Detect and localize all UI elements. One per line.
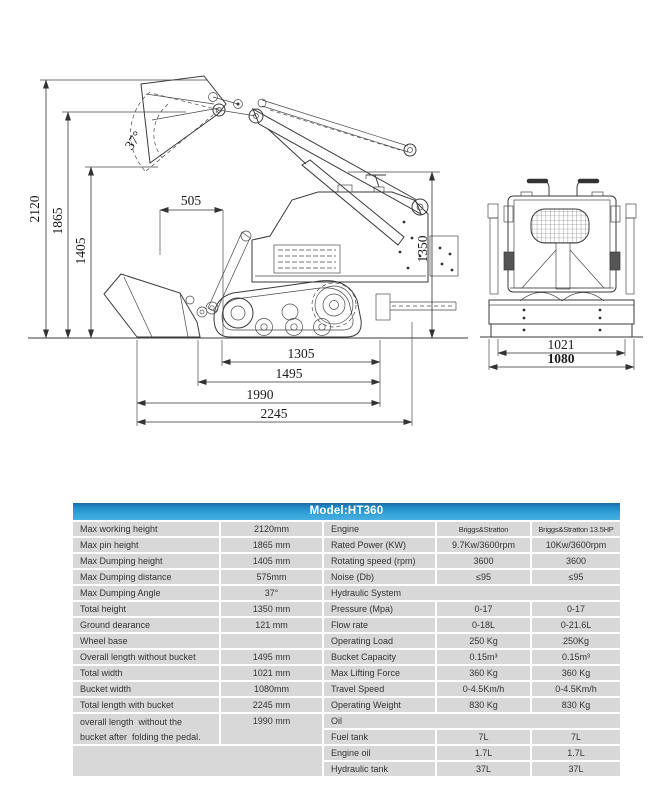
spec-value: Briggs&Stratton 13.5HP <box>532 522 620 536</box>
dim-1305-label: 1305 <box>287 346 315 361</box>
spec-value: 1495 mm <box>221 650 322 664</box>
spec-label: Wheel base <box>73 634 219 648</box>
spec-value: 37L <box>437 762 530 776</box>
rear-hitch <box>430 236 458 276</box>
spec-label: Total height <box>73 602 219 616</box>
spec-label: Rotating speed (rpm) <box>324 554 435 568</box>
raised-bucket <box>122 76 256 172</box>
rear-pedal-platform <box>376 294 456 320</box>
track-undercarriage <box>214 281 361 337</box>
spec-value: 830 Kg <box>437 698 530 712</box>
spec-label: Operating Load <box>324 634 435 648</box>
spec-label: Rated Power (KW) <box>324 538 435 552</box>
spec-value: 1.7L <box>437 746 530 760</box>
spec-value <box>221 634 322 648</box>
spec-value: 37L <box>532 762 620 776</box>
model-title: Model:HT360 <box>73 503 620 520</box>
spec-label: Max working height <box>73 522 219 536</box>
spec-label: Pressure (Mpa) <box>324 602 435 616</box>
ground-bucket <box>104 274 207 337</box>
dim-2245-label: 2245 <box>260 406 288 421</box>
spec-label: Bucket width <box>73 682 219 696</box>
spec-label: Flow rate <box>324 618 435 632</box>
spec-value: 0-4.5Km/h <box>437 682 530 696</box>
spec-label: Max Dumping height <box>73 554 219 568</box>
dim-505-label: 505 <box>180 193 202 208</box>
dim-1350-label: 1350 <box>415 235 430 263</box>
spec-value: 2245 mm <box>221 698 322 712</box>
spec-value: 0.15m³ <box>532 650 620 664</box>
spec-section-header: Hydraulic System <box>324 586 620 600</box>
spec-value: 10Kw/3600rpm <box>532 538 620 552</box>
rear-bucket <box>489 300 634 337</box>
spec-table-left-section <box>73 522 322 776</box>
spec-value: 3600 <box>532 554 620 568</box>
spec-label: Ground dearance <box>73 618 219 632</box>
side-view-dimensions <box>27 80 440 426</box>
spec-label: Operating Weight <box>324 698 435 712</box>
spec-value: 0-4.5Km/h <box>532 682 620 696</box>
spec-value: 830 Kg <box>532 698 620 712</box>
spec-section-header: Oil <box>324 714 620 728</box>
spec-value: 0-18L <box>437 618 530 632</box>
spec-value: ≤95 <box>437 570 530 584</box>
spec-value: 575mm <box>221 570 322 584</box>
spec-label: Total width <box>73 666 219 680</box>
spec-label: Engine oil <box>324 746 435 760</box>
spec-value: 3600 <box>437 554 530 568</box>
dim-2120-label: 2120 <box>27 195 42 223</box>
spec-label-two-line: overall length without the bucket after folding the pedal. <box>73 714 219 744</box>
engine-grille <box>274 245 340 273</box>
spec-label: Travel Speed <box>324 682 435 696</box>
spec-label: Max Dumping distance <box>73 570 219 584</box>
spec-label: Fuel tank <box>324 730 435 744</box>
spec-empty-cell <box>73 746 322 776</box>
spec-value: 1990 mm <box>221 714 322 744</box>
spec-value: 0-17 <box>532 602 620 616</box>
spec-value: ≤95 <box>532 570 620 584</box>
spec-value: 37° <box>221 586 322 600</box>
spec-value: 2120mm <box>221 522 322 536</box>
spec-value: 9.7Kw/3600rpm <box>437 538 530 552</box>
spec-label: Total length with bucket <box>73 698 219 712</box>
dump-angle-label: 37° <box>121 128 145 153</box>
spec-value: 360 Kg <box>532 666 620 680</box>
spec-label: Max Lifting Force <box>324 666 435 680</box>
spec-value: 1865 mm <box>221 538 322 552</box>
spec-value: 0-17 <box>437 602 530 616</box>
spec-label: Max Dumping Angle <box>73 586 219 600</box>
spec-label: Noise (Db) <box>324 570 435 584</box>
spec-label: Max pin height <box>73 538 219 552</box>
spec-value: 121 mm <box>221 618 322 632</box>
dim-1080-label: 1080 <box>547 351 575 366</box>
spec-table-right-section <box>324 522 620 776</box>
spec-table <box>73 503 620 776</box>
spec-value: 7L <box>532 730 620 744</box>
spec-value: 360 Kg <box>437 666 530 680</box>
spec-value: 1080mm <box>221 682 322 696</box>
spec-label: Hydraulic tank <box>324 762 435 776</box>
spec-value: 7L <box>437 730 530 744</box>
rear-view-dimensions <box>489 337 634 370</box>
dim-1865-label: 1865 <box>50 207 65 235</box>
spec-value: 250Kg <box>532 634 620 648</box>
spec-value: 1405 mm <box>221 554 322 568</box>
spec-value: 1021 mm <box>221 666 322 680</box>
dim-1495-label: 1495 <box>275 366 303 381</box>
spec-value: Briggs&Stratton <box>437 522 530 536</box>
spec-label: Bucket Capacity <box>324 650 435 664</box>
spec-label: Overall length without bucket <box>73 650 219 664</box>
spec-value: 0.15m³ <box>437 650 530 664</box>
spec-value: 0-21.6L <box>532 618 620 632</box>
rear-view-drawing <box>480 181 643 337</box>
dim-1021-label: 1021 <box>547 337 575 352</box>
spec-value: 1.7L <box>532 746 620 760</box>
dim-1990-label: 1990 <box>246 387 274 402</box>
side-view-drawing <box>28 76 468 338</box>
spec-label: Engine <box>324 522 435 536</box>
rear-grille-mesh <box>531 209 589 243</box>
spec-value: 250 Kg <box>437 634 530 648</box>
handle-bars <box>529 181 597 196</box>
dim-1405-label: 1405 <box>73 237 88 265</box>
spec-value: 1350 mm <box>221 602 322 616</box>
